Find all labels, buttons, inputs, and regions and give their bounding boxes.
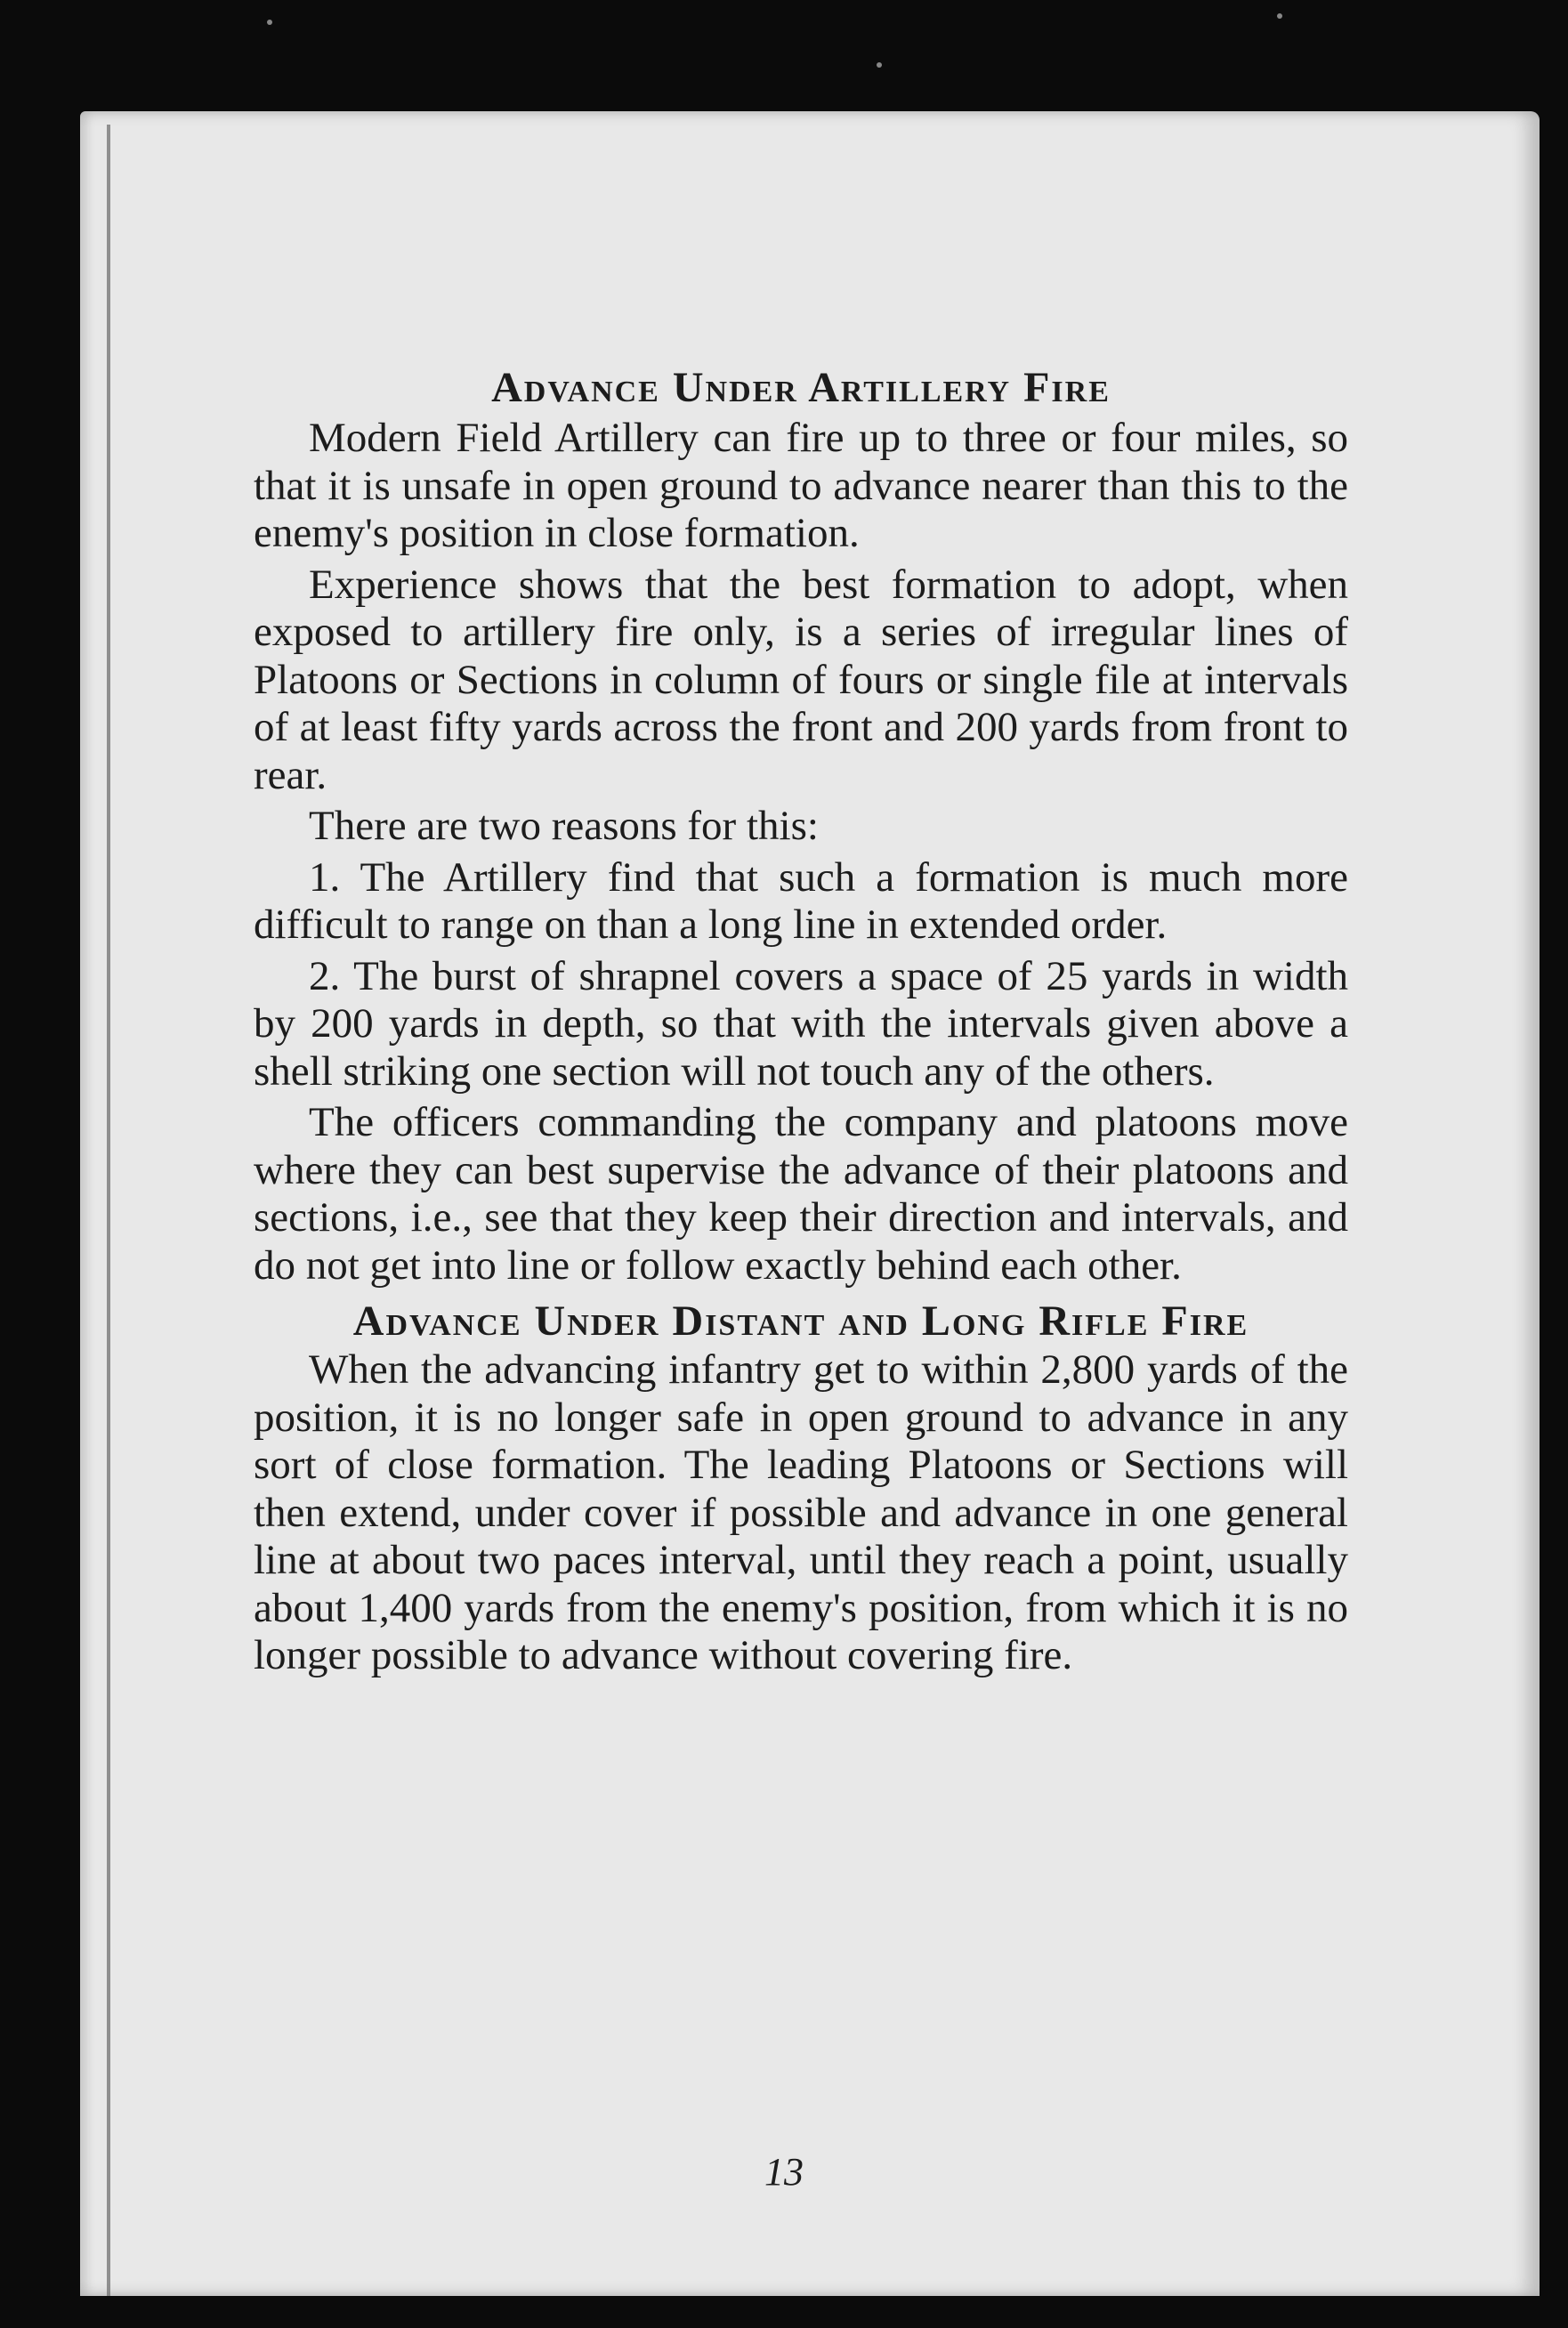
paragraph: The officers commanding the company and platoons move where they can best supervise the advance of their platoons and sections, i.e., see that they keep their direction and intervals, and do not get into line or follow exactly behind each other. bbox=[254, 1099, 1348, 1289]
paragraph: Experience shows that the best formation to adopt, when exposed to artillery fire only, is a series of irregular lines of Platoons or Sections in column of fours or single file at intervals of at least fifty yards across the front and 200 yards from front to rear. bbox=[254, 561, 1348, 798]
paragraph: When the advancing infantry get to within 2,800 yards of the position, it is no longer safe in open ground to advance in any sort of close formation. The leading Platoons or Sections will then extend, under cover if possible and advance in one general line at about two paces interval, until they reach a point, usually about 1,400 yards from the enemy's position, from which it is no longer possible to advance without covering fire. bbox=[254, 1346, 1348, 1678]
paragraph: 1. The Artillery find that such a formation is much more difficult to range on than a long line in extended order. bbox=[254, 853, 1348, 948]
section-heading-artillery: Advance Under Artillery Fire bbox=[491, 364, 1111, 411]
dust-speck bbox=[267, 20, 272, 25]
paragraph: 2. The burst of shrapnel covers a space of 25 yards in width by 200 yards in depth, so that with the intervals given above a shell striking one section will not touch any of the others. bbox=[254, 952, 1348, 1095]
page-number: 13 bbox=[764, 2150, 804, 2194]
paragraph: Modern Field Artillery can fire up to three or four miles, so that it is unsafe in open ground to advance nearer than this to the enemy's position in close formation. bbox=[254, 415, 1348, 556]
page-text bbox=[254, 363, 1348, 1680]
dust-speck bbox=[877, 62, 882, 68]
page-binding-edge bbox=[107, 125, 110, 2296]
section-heading-rifle: Advance Under Distant and Long Rifle Fire bbox=[352, 1297, 1249, 1345]
paragraph: There are two reasons for this: bbox=[309, 803, 819, 849]
dust-speck bbox=[1277, 13, 1282, 19]
